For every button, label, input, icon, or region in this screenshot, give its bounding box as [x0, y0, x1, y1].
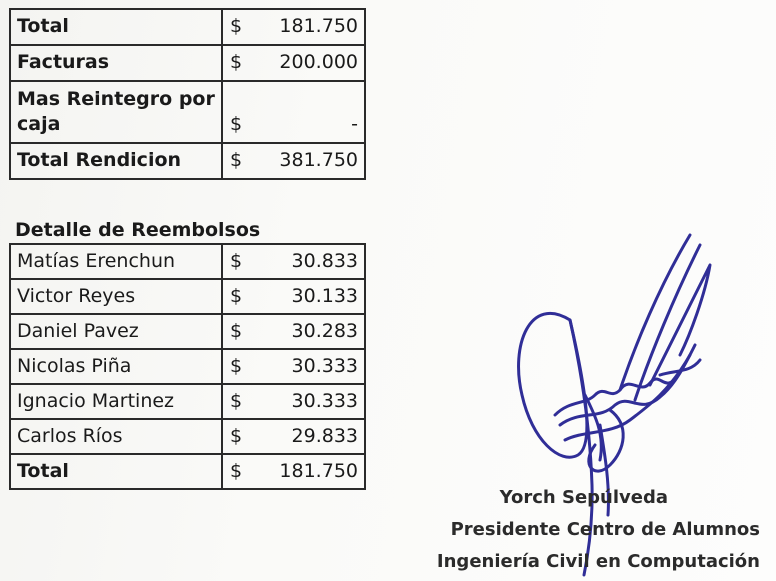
amount: 30.283 — [254, 314, 365, 349]
reimbursements-title: Detalle de Reembolsos — [15, 219, 261, 241]
currency-symbol: $ — [222, 384, 254, 419]
amount: 30.833 — [254, 244, 365, 279]
summary-label: Facturas — [10, 45, 222, 81]
table-row — [10, 143, 365, 179]
currency-symbol: $ — [222, 143, 254, 179]
table-row — [10, 45, 365, 81]
signer-name: Yorch Sepúlveda — [499, 487, 668, 508]
total-row — [10, 454, 365, 489]
currency-symbol: $ — [222, 81, 254, 143]
person-name: Nicolas Piña — [10, 349, 222, 384]
person-name: Matías Erenchun — [10, 244, 222, 279]
summary-label: Total Rendicion — [10, 143, 222, 179]
currency-symbol: $ — [222, 279, 254, 314]
table-row — [10, 279, 365, 314]
reimbursements-table — [9, 243, 366, 490]
signer-program: Ingeniería Civil en Computación — [436, 551, 760, 572]
currency-symbol: $ — [222, 419, 254, 454]
summary-label: Total — [10, 9, 222, 45]
currency-symbol: $ — [222, 349, 254, 384]
currency-symbol: $ — [222, 244, 254, 279]
table-row — [10, 244, 365, 279]
amount: 30.333 — [254, 349, 365, 384]
table-row — [10, 314, 365, 349]
person-name: Ignacio Martinez — [10, 384, 222, 419]
currency-symbol: $ — [222, 314, 254, 349]
signature-block — [420, 482, 760, 578]
signer-role: Presidente Centro de Alumnos — [450, 519, 760, 540]
summary-label: Mas Reintegro por caja — [10, 81, 222, 143]
table-row — [10, 419, 365, 454]
table-row — [10, 384, 365, 419]
person-name: Daniel Pavez — [10, 314, 222, 349]
table-row — [10, 9, 365, 45]
amount: 30.333 — [254, 384, 365, 419]
total-amount: 181.750 — [254, 454, 365, 489]
table-row — [10, 349, 365, 384]
total-label: Total — [10, 454, 222, 489]
table-row — [10, 81, 365, 143]
summary-table — [9, 8, 366, 180]
summary-value: 181.750 — [254, 9, 365, 45]
summary-value: - — [254, 81, 365, 143]
amount: 29.833 — [254, 419, 365, 454]
currency-symbol: $ — [222, 454, 254, 489]
currency-symbol: $ — [222, 9, 254, 45]
person-name: Victor Reyes — [10, 279, 222, 314]
summary-value: 200.000 — [254, 45, 365, 81]
amount: 30.133 — [254, 279, 365, 314]
summary-value: 381.750 — [254, 143, 365, 179]
currency-symbol: $ — [222, 45, 254, 81]
person-name: Carlos Ríos — [10, 419, 222, 454]
